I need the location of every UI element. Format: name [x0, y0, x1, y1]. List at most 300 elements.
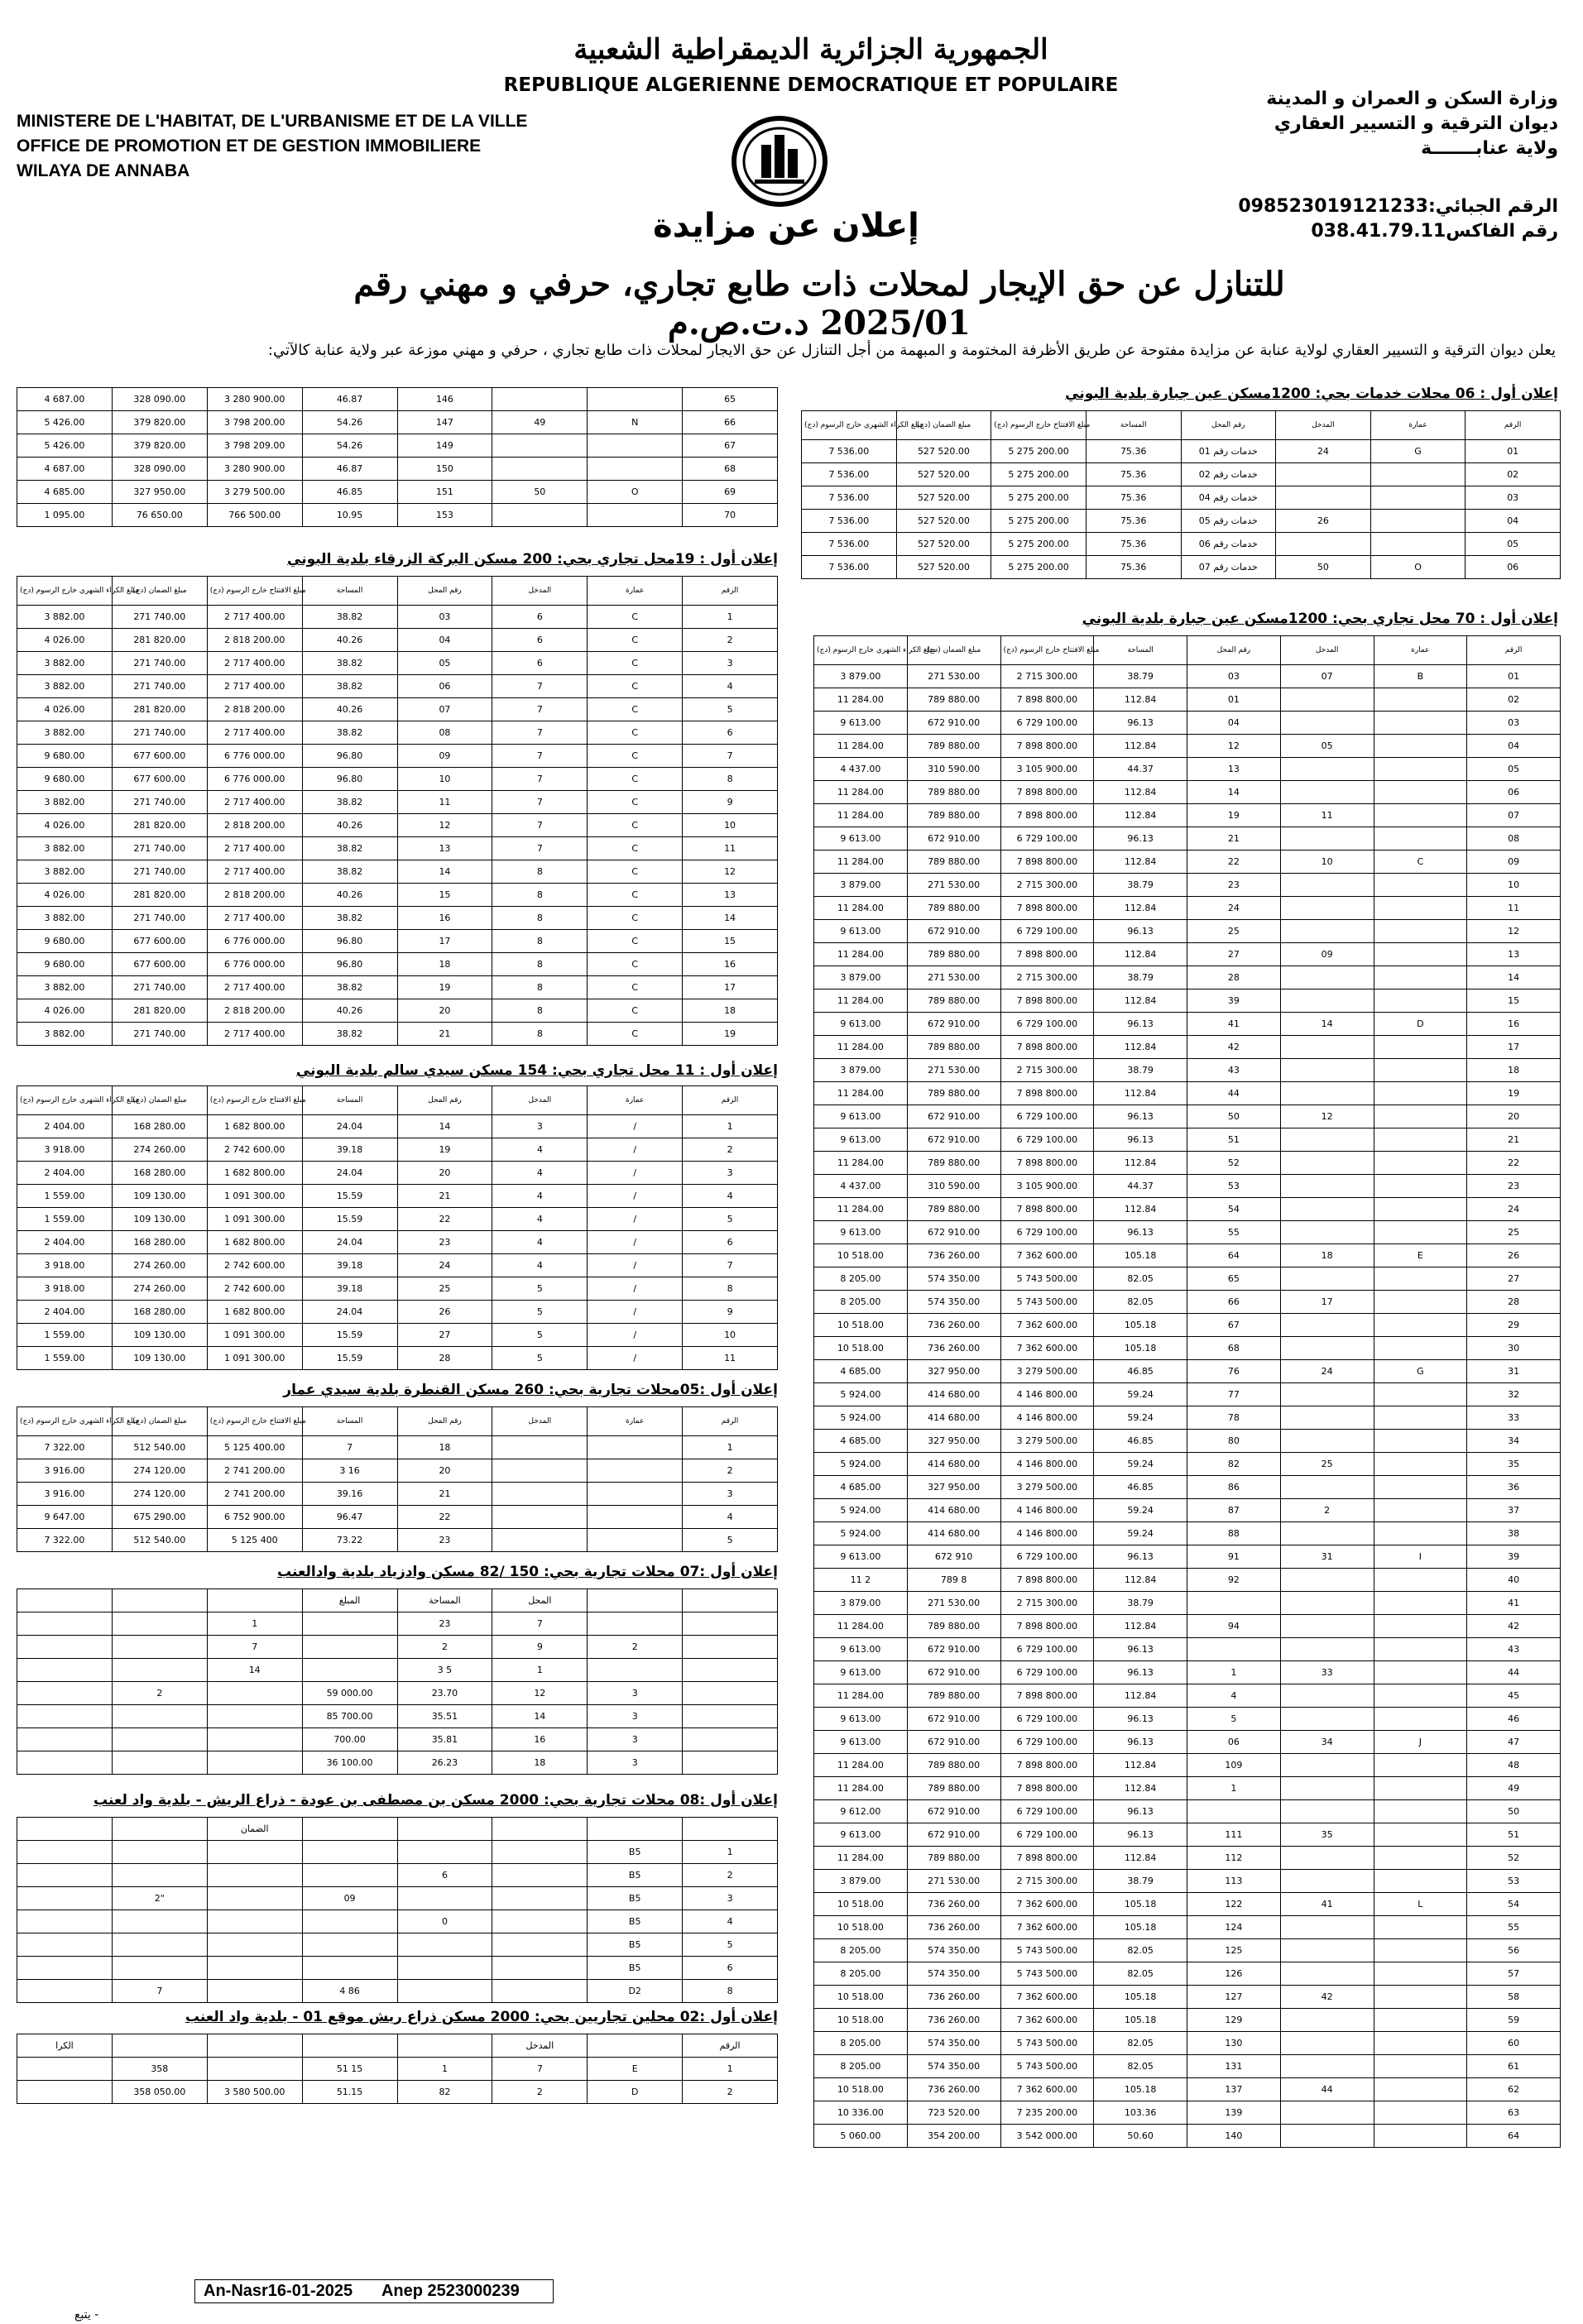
table-cell: 672 910.00: [907, 1661, 1000, 1684]
table-cell: 2 741 200.00: [207, 1459, 302, 1483]
table-cell: 7 536.00: [802, 510, 897, 533]
table-cell: 3 916.00: [17, 1483, 113, 1506]
table-cell: 789 880.00: [907, 1152, 1000, 1175]
table-cell: 1 091 300.00: [207, 1208, 302, 1231]
table-row: [814, 1059, 1561, 1082]
table-cell: /: [588, 1138, 683, 1162]
announcement-heading: إعلان عن مزايدة: [653, 207, 919, 245]
table-cell: C: [588, 907, 683, 930]
table-cell: 6 776 000.00: [207, 930, 302, 953]
table-cell: 46.85: [1094, 1430, 1187, 1453]
table-cell: 7: [302, 1436, 397, 1459]
table-cell: 33: [1280, 1661, 1374, 1684]
table-cell: 38.79: [1094, 665, 1187, 688]
table-cell: [683, 1818, 778, 1841]
table-cell: [1187, 1638, 1281, 1661]
table-cell: 38.82: [302, 652, 397, 675]
table-cell: [492, 1818, 588, 1841]
table-cell: 736 260.00: [907, 1337, 1000, 1360]
table-cell: 8: [492, 953, 588, 976]
table-row: [17, 458, 778, 481]
table-cell: 96.13: [1094, 1823, 1187, 1847]
table-row: [17, 1529, 778, 1552]
table-cell: 8 205.00: [814, 2055, 908, 2078]
table-cell: 18: [1280, 1244, 1374, 1267]
table-cell: 03: [1187, 665, 1281, 688]
table-cell: [1374, 1522, 1467, 1545]
table-cell: [683, 1659, 778, 1682]
table-cell: C: [588, 860, 683, 884]
table-cell: 27: [1187, 943, 1281, 966]
table-cell: [1280, 2055, 1374, 2078]
table-row: [814, 2032, 1561, 2055]
table-cell: 271 740.00: [112, 860, 207, 884]
table-row: [814, 1244, 1561, 1267]
table-cell: 5 275 200.00: [991, 510, 1087, 533]
table-row: [814, 1569, 1561, 1592]
table-section-4: [17, 1085, 778, 1370]
table-cell: 3 879.00: [814, 1059, 908, 1082]
table-cell: 0: [397, 1910, 492, 1933]
table-cell: 5 743 500.00: [1000, 1962, 1094, 1986]
table-cell: /: [588, 1347, 683, 1370]
table-cell: 6: [492, 629, 588, 652]
table-cell: 20: [1467, 1105, 1561, 1128]
table-cell: 7: [683, 1254, 778, 1277]
table-cell: [492, 1887, 588, 1910]
table-cell: [302, 2034, 397, 2058]
ministry-line-ar: وزارة السكن و العمران و المدينة: [1266, 89, 1558, 109]
table-cell: 07: [397, 698, 492, 721]
table-cell: 109 130.00: [112, 1185, 207, 1208]
table-cell: 11 284.00: [814, 688, 908, 712]
table-cell: 109: [1187, 1754, 1281, 1777]
table-cell: 14: [1467, 966, 1561, 989]
table-cell: 8: [492, 930, 588, 953]
table-cell: 50.60: [1094, 2125, 1187, 2148]
table-cell: 8 205.00: [814, 1291, 908, 1314]
table-cell: [17, 1682, 113, 1705]
table-cell: G: [1370, 440, 1465, 463]
column-header: مبلغ الضمان (دج): [112, 1407, 207, 1436]
table-cell: [17, 1818, 113, 1841]
table-cell: [1280, 1962, 1374, 1986]
column-header: الرقم: [683, 577, 778, 606]
table-cell: 11: [1467, 897, 1561, 920]
column-header: عمارة: [588, 1407, 683, 1436]
table-cell: [207, 1705, 302, 1728]
table-cell: 37: [1467, 1499, 1561, 1522]
table-cell: /: [588, 1324, 683, 1347]
table-section-6: [17, 1588, 778, 1775]
table-cell: [1280, 897, 1374, 920]
table-cell: 11 284.00: [814, 804, 908, 827]
table-row: [814, 1615, 1561, 1638]
table-row: [814, 1175, 1561, 1198]
table-cell: [492, 504, 588, 527]
table-cell: 1: [683, 606, 778, 629]
table-cell: 5 924.00: [814, 1522, 908, 1545]
table-cell: [1374, 1800, 1467, 1823]
table-cell: 3: [588, 1751, 683, 1775]
table-cell: 06: [1187, 1731, 1281, 1754]
table-row: [17, 629, 778, 652]
table-cell: 105.18: [1094, 1244, 1187, 1267]
table-cell: 3 105 900.00: [1000, 1175, 1094, 1198]
table-cell: 112: [1187, 1847, 1281, 1870]
table-cell: 147: [397, 411, 492, 434]
table-row: [17, 1436, 778, 1459]
table-row: [814, 1013, 1561, 1036]
table-cell: 6: [397, 1864, 492, 1887]
table-cell: 6 729 100.00: [1000, 1661, 1094, 1684]
table-cell: 2 717 400.00: [207, 1023, 302, 1046]
table-cell: 4: [683, 1506, 778, 1529]
table-cell: [112, 1864, 207, 1887]
table-cell: [588, 434, 683, 458]
table-cell: 75.36: [1086, 440, 1181, 463]
table-cell: 4 026.00: [17, 698, 113, 721]
table-cell: الرقم: [683, 2034, 778, 2058]
table-cell: 47: [1467, 1731, 1561, 1754]
table-row: [17, 1864, 778, 1887]
table-cell: 14: [1280, 1013, 1374, 1036]
table-cell: C: [588, 629, 683, 652]
table-row: [814, 1731, 1561, 1754]
column-header: مبلغ الافتتاح خارج الرسوم (دج): [1000, 636, 1094, 665]
table-cell: 137: [1187, 2078, 1281, 2101]
table-cell: 105.18: [1094, 1986, 1187, 2009]
table-cell: [492, 1957, 588, 1980]
table-cell: [207, 2058, 302, 2081]
table-cell: [397, 1818, 492, 1841]
table-cell: 01: [1187, 688, 1281, 712]
table-cell: 7: [683, 745, 778, 768]
table-section-8: [17, 2034, 778, 2104]
table-cell: 8: [492, 976, 588, 999]
table-cell: 2 742 600.00: [207, 1254, 302, 1277]
table-cell: [112, 1728, 207, 1751]
table-cell: 7 898 800.00: [1000, 1082, 1094, 1105]
table-cell: 789 880.00: [907, 1198, 1000, 1221]
table-cell: /: [588, 1162, 683, 1185]
column-header: المساحة: [302, 1086, 397, 1115]
table-cell: 7: [207, 1636, 302, 1659]
table-cell: [1276, 533, 1371, 556]
table-cell: 105.18: [1094, 2009, 1187, 2032]
table-cell: [1374, 1383, 1467, 1406]
table-cell: [1374, 1823, 1467, 1847]
table-cell: [302, 1818, 397, 1841]
table-cell: [1374, 1569, 1467, 1592]
table-cell: 789 880.00: [907, 1847, 1000, 1870]
table-cell: L: [1374, 1893, 1467, 1916]
table-cell: 10 518.00: [814, 1314, 908, 1337]
column-header: المدخل: [492, 577, 588, 606]
table-cell: 96.13: [1094, 920, 1187, 943]
table-cell: G: [1374, 1360, 1467, 1383]
table-cell: 6 776 000.00: [207, 768, 302, 791]
table-cell: 328 090.00: [112, 458, 207, 481]
table-cell: 3: [588, 1728, 683, 1751]
table-cell: [1280, 966, 1374, 989]
table-cell: B5: [588, 1864, 683, 1887]
table-cell: 281 820.00: [112, 629, 207, 652]
table-cell: 271 530.00: [907, 1592, 1000, 1615]
table-cell: 17: [1280, 1291, 1374, 1314]
table-cell: 16: [1467, 1013, 1561, 1036]
table-row: [814, 735, 1561, 758]
table-row: [17, 1910, 778, 1933]
table-cell: [207, 1980, 302, 2003]
column-header: الرقم: [683, 1086, 778, 1115]
table-cell: 1: [683, 1115, 778, 1138]
table-cell: 700.00: [302, 1728, 397, 1751]
opgi-logo: [730, 112, 829, 211]
table-cell: 75.36: [1086, 533, 1181, 556]
table-row: [814, 781, 1561, 804]
table-cell: [1374, 2009, 1467, 2032]
table-row: [814, 1638, 1561, 1661]
table-cell: 35: [1467, 1453, 1561, 1476]
table-cell: /: [588, 1185, 683, 1208]
table-cell: 14: [207, 1659, 302, 1682]
column-header: المدخل: [492, 1407, 588, 1436]
table-cell: 149: [397, 434, 492, 458]
table-cell: 24: [397, 1254, 492, 1277]
table-cell: 16: [683, 953, 778, 976]
table-cell: 11 2: [814, 1569, 908, 1592]
table-cell: 7 898 800.00: [1000, 1754, 1094, 1777]
table-cell: 96.13: [1094, 1013, 1187, 1036]
table-cell: [1280, 1847, 1374, 1870]
table-cell: [112, 1659, 207, 1682]
table-section-1: [801, 410, 1561, 579]
table-cell: 1 091 300.00: [207, 1324, 302, 1347]
table-cell: 3 879.00: [814, 1870, 908, 1893]
table-cell: [1280, 1221, 1374, 1244]
table-cell: 3 918.00: [17, 1138, 113, 1162]
table-cell: 18: [1467, 1059, 1561, 1082]
table-cell: 7 322.00: [17, 1529, 113, 1552]
table-cell: 2: [397, 1636, 492, 1659]
table-cell: 06: [1465, 556, 1561, 579]
republic-title-fr: REPUBLIQUE ALGERIENNE DEMOCRATIQUE ET POPULAIRE: [503, 74, 1119, 96]
table-cell: 11 284.00: [814, 1082, 908, 1105]
table-cell: 12: [1467, 920, 1561, 943]
table-cell: 96.13: [1094, 712, 1187, 735]
table-cell: 9 613.00: [814, 1013, 908, 1036]
table-cell: 3 105 900.00: [1000, 758, 1094, 781]
column-header: رقم المحل: [397, 1407, 492, 1436]
table-cell: 3 882.00: [17, 1023, 113, 1046]
table-cell: 7 536.00: [802, 463, 897, 486]
table-cell: [1280, 1684, 1374, 1708]
table-cell: 5 924.00: [814, 1406, 908, 1430]
table-cell: 59.24: [1094, 1406, 1187, 1430]
table-cell: 574 350.00: [907, 2032, 1000, 2055]
table-cell: 49: [492, 411, 588, 434]
column-header: مبلغ الضمان (دج): [907, 636, 1000, 665]
table-cell: 789 880.00: [907, 1754, 1000, 1777]
table-cell: [683, 1589, 778, 1612]
table-cell: 3 879.00: [814, 966, 908, 989]
table-cell: 112.84: [1094, 688, 1187, 712]
table-cell: 18: [397, 953, 492, 976]
table-cell: 73.22: [302, 1529, 397, 1552]
table-cell: 7 362 600.00: [1000, 1244, 1094, 1267]
table-cell: [1280, 1430, 1374, 1453]
table-cell: [492, 1980, 588, 2003]
table-cell: 8 205.00: [814, 1962, 908, 1986]
table-row: [814, 1291, 1561, 1314]
table-cell: 672 910.00: [907, 1105, 1000, 1128]
table-cell: 38.79: [1094, 874, 1187, 897]
table-cell: 7 898 800.00: [1000, 897, 1094, 920]
table-cell: [1280, 2125, 1374, 2148]
table-cell: [492, 1841, 588, 1864]
table-cell: 4: [492, 1162, 588, 1185]
table-cell: 9 680.00: [17, 745, 113, 768]
table-cell: 96.13: [1094, 1731, 1187, 1754]
table-cell: 28: [1467, 1291, 1561, 1314]
table-row: [802, 510, 1561, 533]
table-cell: 4 437.00: [814, 758, 908, 781]
table-cell: 03: [1467, 712, 1561, 735]
table-cell: 08: [397, 721, 492, 745]
table-cell: 38.82: [302, 606, 397, 629]
table-cell: 7 362 600.00: [1000, 1916, 1094, 1939]
table-row: [17, 791, 778, 814]
table-row: [814, 2009, 1561, 2032]
table-cell: 40: [1467, 1569, 1561, 1592]
table-cell: 1: [683, 1436, 778, 1459]
table-cell: 59 000.00: [302, 1682, 397, 1705]
table-cell: 02: [1465, 463, 1561, 486]
table-cell: 19: [1187, 804, 1281, 827]
table-row: [17, 1301, 778, 1324]
table-cell: 789 880.00: [907, 1615, 1000, 1638]
table-cell: 2 742 600.00: [207, 1138, 302, 1162]
table-cell: 70: [683, 504, 778, 527]
table-row: [17, 1728, 778, 1751]
table-cell: [492, 1436, 588, 1459]
column-header: مبلغ الكراء الشهري خارج الرسوم (دج): [17, 1086, 113, 1115]
table-cell: 327 950.00: [112, 481, 207, 504]
table-cell: 8: [492, 860, 588, 884]
table-cell: [1374, 688, 1467, 712]
column-header: مبلغ الكراء الشهري خارج الرسوم (دج): [17, 1407, 113, 1436]
table-cell: 112.84: [1094, 1082, 1187, 1105]
section-1-title: إعلان أول : 06 محلات خدمات بحي: 1200مسكن عين جبارة بلدية البوني: [1065, 386, 1558, 402]
table-cell: 7 235 200.00: [1000, 2101, 1094, 2125]
table-cell: [1374, 758, 1467, 781]
table-cell: [683, 1751, 778, 1775]
table-cell: 10: [1280, 851, 1374, 874]
table-cell: 41: [1187, 1013, 1281, 1036]
table-cell: 274 120.00: [112, 1483, 207, 1506]
table-cell: [1374, 1337, 1467, 1360]
table-cell: 7 898 800.00: [1000, 804, 1094, 827]
table-cell: 13: [397, 837, 492, 860]
table-cell: [1374, 1870, 1467, 1893]
table-cell: 24.04: [302, 1301, 397, 1324]
table-cell: 9 647.00: [17, 1506, 113, 1529]
table-cell: 1 559.00: [17, 1324, 113, 1347]
table-cell: 112.84: [1094, 1847, 1187, 1870]
table-cell: 5 924.00: [814, 1453, 908, 1476]
table-cell: [1280, 2032, 1374, 2055]
table-row: [814, 1082, 1561, 1105]
table-cell: 8 205.00: [814, 2032, 908, 2055]
table-cell: [1370, 510, 1465, 533]
table-cell: 7 536.00: [802, 533, 897, 556]
table-cell: [112, 1841, 207, 1864]
table-cell: 2 818 200.00: [207, 884, 302, 907]
table-cell: 77: [1187, 1383, 1281, 1406]
table-cell: 38.79: [1094, 1592, 1187, 1615]
table-cell: 38.82: [302, 791, 397, 814]
table-cell: 150: [397, 458, 492, 481]
table-cell: 39.18: [302, 1138, 397, 1162]
table-cell: 5: [492, 1324, 588, 1347]
table-cell: 527 520.00: [896, 556, 991, 579]
table-cell: 6 729 100.00: [1000, 1105, 1094, 1128]
table-cell: B5: [588, 1910, 683, 1933]
table-cell: [397, 1980, 492, 2003]
table-cell: [588, 2034, 683, 2058]
column-header: رقم المحل: [397, 1086, 492, 1115]
table-cell: 5 743 500.00: [1000, 1267, 1094, 1291]
table-cell: [17, 1887, 113, 1910]
table-row: [814, 804, 1561, 827]
table-cell: 5 125 400: [207, 1529, 302, 1552]
table-cell: [1280, 758, 1374, 781]
table-cell: 18: [683, 999, 778, 1023]
table-cell: المساحة: [397, 1589, 492, 1612]
table-cell: 4 685.00: [814, 1476, 908, 1499]
table-cell: 4 687.00: [17, 458, 113, 481]
table-cell: [1187, 1592, 1281, 1615]
table-cell: [492, 458, 588, 481]
table-cell: 1: [1187, 1777, 1281, 1800]
table-cell: 675 290.00: [112, 1506, 207, 1529]
table-cell: 310 590.00: [907, 1175, 1000, 1198]
table-cell: [683, 1728, 778, 1751]
table-cell: [1374, 1198, 1467, 1221]
table-cell: 39.18: [302, 1254, 397, 1277]
table-cell: 281 820.00: [112, 999, 207, 1023]
table-cell: 8: [492, 999, 588, 1023]
section-8-title: إعلان أول :02 محلين تجاريين بحي: 2000 مسكن ذراع ريش موقع 01 - بلدية واد العنب: [185, 2009, 778, 2025]
table-cell: 7 898 800.00: [1000, 688, 1094, 712]
table-cell: 6: [683, 1231, 778, 1254]
table-cell: 672 910.00: [907, 712, 1000, 735]
table-cell: 92: [1187, 1569, 1281, 1592]
table-cell: 677 600.00: [112, 930, 207, 953]
table-cell: 82.05: [1094, 1962, 1187, 1986]
table-cell: خدمات رقم 02: [1181, 463, 1276, 486]
table-row: [814, 966, 1561, 989]
table-cell: 3 279 500.00: [207, 481, 302, 504]
table-cell: 574 350.00: [907, 1291, 1000, 1314]
publication-reference: [194, 2279, 554, 2303]
table-cell: 2 717 400.00: [207, 652, 302, 675]
table-cell: 11 284.00: [814, 1847, 908, 1870]
table-cell: C: [588, 652, 683, 675]
table-cell: 7: [492, 745, 588, 768]
table-cell: [1374, 1175, 1467, 1198]
